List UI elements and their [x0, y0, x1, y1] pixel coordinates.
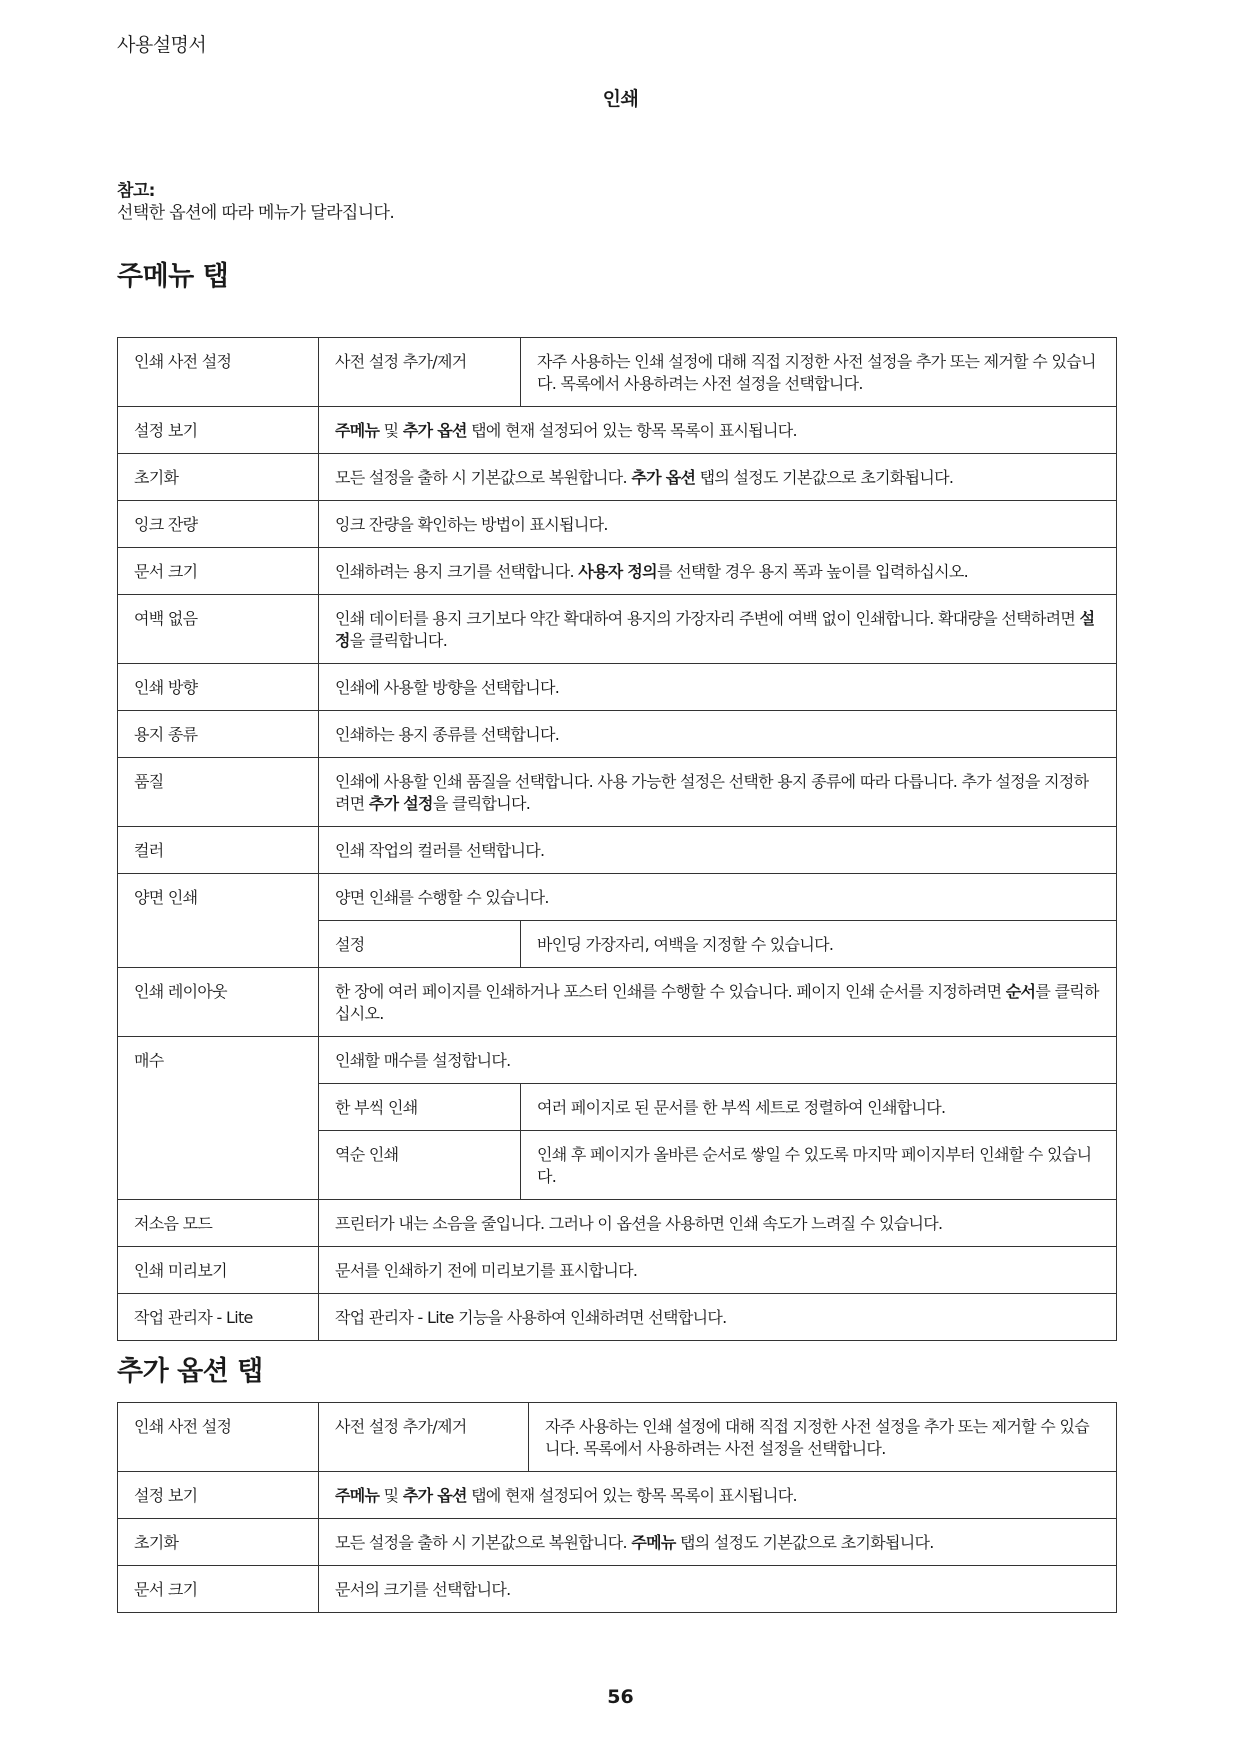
table-row: [118, 1566, 1117, 1613]
table-row: [118, 1519, 1117, 1566]
term: 설정: [335, 609, 1095, 650]
row-label: 저소음 모드: [118, 1200, 319, 1247]
term: 추가 설정: [368, 794, 433, 813]
row-description: [319, 968, 1117, 1037]
row-label: 용지 종류: [118, 711, 319, 758]
row-description: 여러 페이지로 된 문서를 한 부씩 세트로 정렬하여 인쇄합니다.: [521, 1084, 1117, 1131]
term: 추가 옵션: [631, 468, 696, 487]
table-row: [118, 1472, 1117, 1519]
row-description: 양면 인쇄를 수행할 수 있습니다.: [319, 874, 1117, 921]
text: 모든 설정을 출하 시 기본값으로 복원합니다.: [335, 468, 632, 487]
table-row: [118, 338, 1117, 407]
text: 를 선택할 경우 용지 폭과 높이를 입력하십시오.: [656, 562, 969, 581]
page-number: 56: [607, 1686, 634, 1708]
row-description: 프린터가 내는 소음을 줄입니다. 그러나 이 옵션을 사용하면 인쇄 속도가 느려질 수 있습니다.: [319, 1200, 1117, 1247]
row-description: 인쇄할 매수를 설정합니다.: [319, 1037, 1117, 1084]
row-description: 인쇄 후 페이지가 올바른 순서로 쌓일 수 있도록 마지막 페이지부터 인쇄할 수 있습니다.: [521, 1131, 1117, 1200]
table-row: [118, 827, 1117, 874]
row-label: 설정 보기: [118, 407, 319, 454]
table-row: [118, 1403, 1117, 1472]
term: 추가 옵션: [402, 421, 467, 440]
table-row: [118, 874, 1117, 921]
row-description: [319, 548, 1117, 595]
note-text: 선택한 옵션에 따라 메뉴가 달라집니다.: [117, 203, 395, 223]
more-options-tab-table: [117, 1402, 1117, 1613]
term: 주메뉴: [631, 1533, 676, 1552]
row-label: 인쇄 미리보기: [118, 1247, 319, 1294]
sub-option-label: 사전 설정 추가/제거: [319, 1403, 529, 1472]
row-description: 잉크 잔량을 확인하는 방법이 표시됩니다.: [319, 501, 1117, 548]
text: 및: [379, 1486, 403, 1505]
table-row: [118, 1247, 1117, 1294]
row-description: 자주 사용하는 인쇄 설정에 대해 직접 지정한 사전 설정을 추가 또는 제거할 수 있습니다. 목록에서 사용하려는 사전 설정을 선택합니다.: [529, 1403, 1117, 1472]
row-label: 인쇄 사전 설정: [118, 338, 319, 407]
row-label: 인쇄 사전 설정: [118, 1403, 319, 1472]
row-description: 작업 관리자 - Lite 기능을 사용하여 인쇄하려면 선택합니다.: [319, 1294, 1117, 1341]
row-label: 인쇄 방향: [118, 664, 319, 711]
table-row: [118, 454, 1117, 501]
section-title: 인쇄: [602, 88, 639, 110]
note-title: 참고:: [117, 181, 155, 201]
row-label: 설정 보기: [118, 1472, 319, 1519]
text: 탭의 설정도 기본값으로 초기화됩니다.: [675, 1533, 934, 1552]
text: 을 클릭합니다.: [432, 794, 531, 813]
text: 인쇄 데이터를 용지 크기보다 약간 확대하여 용지의 가장자리 주변에 여백 없이 인쇄합니다. 확대량을 선택하려면: [335, 609, 1080, 628]
row-label: 컬러: [118, 827, 319, 874]
row-description: 인쇄 작업의 컬러를 선택합니다.: [319, 827, 1117, 874]
sub-option-label: 설정: [319, 921, 521, 968]
sub-option-label: 역순 인쇄: [319, 1131, 521, 1200]
table-row: [118, 501, 1117, 548]
table-row: [118, 1294, 1117, 1341]
row-label: 여백 없음: [118, 595, 319, 664]
row-description: 바인딩 가장자리, 여백을 지정할 수 있습니다.: [521, 921, 1117, 968]
table-row: [118, 548, 1117, 595]
text: 모든 설정을 출하 시 기본값으로 복원합니다.: [335, 1533, 632, 1552]
sub-option-label: 사전 설정 추가/제거: [319, 338, 521, 407]
note-block: [117, 180, 394, 224]
table-row: [118, 595, 1117, 664]
text: 를 클릭하십시오.: [335, 982, 1099, 1023]
table-row: [118, 407, 1117, 454]
row-description: [319, 1519, 1117, 1566]
term: 주메뉴: [335, 1486, 380, 1505]
row-label: 문서 크기: [118, 1566, 319, 1613]
row-description: [319, 454, 1117, 501]
text: 인쇄하려는 용지 크기를 선택합니다.: [335, 562, 579, 581]
text: 탭의 설정도 기본값으로 초기화됩니다.: [695, 468, 954, 487]
running-title: 사용설명서: [117, 34, 207, 56]
table-row: [118, 664, 1117, 711]
row-description: 문서의 크기를 선택합니다.: [319, 1566, 1117, 1613]
text: 탭에 현재 설정되어 있는 항목 목록이 표시됩니다.: [466, 1486, 797, 1505]
text: 을 클릭합니다.: [349, 631, 448, 650]
row-description: [319, 758, 1117, 827]
row-label: 양면 인쇄: [118, 874, 319, 968]
text: 및: [379, 421, 403, 440]
term: 추가 옵션: [402, 1486, 467, 1505]
table-row: [118, 758, 1117, 827]
row-label: 잉크 잔량: [118, 501, 319, 548]
text: 탭에 현재 설정되어 있는 항목 목록이 표시됩니다.: [466, 421, 797, 440]
main-tab-heading: 주메뉴 탭: [117, 261, 229, 292]
row-label: 품질: [118, 758, 319, 827]
term: 순서: [1005, 982, 1036, 1001]
row-description: 문서를 인쇄하기 전에 미리보기를 표시합니다.: [319, 1247, 1117, 1294]
table-row: [118, 968, 1117, 1037]
row-label: 초기화: [118, 454, 319, 501]
row-description: [319, 595, 1117, 664]
main-tab-table: [117, 337, 1117, 1341]
term: 주메뉴: [335, 421, 380, 440]
row-label: 인쇄 레이아웃: [118, 968, 319, 1037]
table-row: [118, 711, 1117, 758]
row-label: 작업 관리자 - Lite: [118, 1294, 319, 1341]
table-row: [118, 1037, 1117, 1084]
row-description: 인쇄에 사용할 방향을 선택합니다.: [319, 664, 1117, 711]
row-label: 초기화: [118, 1519, 319, 1566]
row-label: 문서 크기: [118, 548, 319, 595]
text: 한 장에 여러 페이지를 인쇄하거나 포스터 인쇄를 수행할 수 있습니다. 페이지 인쇄 순서를 지정하려면: [335, 982, 1006, 1001]
term: 사용자 정의: [578, 562, 657, 581]
row-description: 자주 사용하는 인쇄 설정에 대해 직접 지정한 사전 설정을 추가 또는 제거할 수 있습니다. 목록에서 사용하려는 사전 설정을 선택합니다.: [521, 338, 1117, 407]
row-label: 매수: [118, 1037, 319, 1200]
row-description: [319, 1472, 1117, 1519]
sub-option-label: 한 부씩 인쇄: [319, 1084, 521, 1131]
row-description: 인쇄하는 용지 종류를 선택합니다.: [319, 711, 1117, 758]
text: 인쇄에 사용할 인쇄 품질을 선택합니다. 사용 가능한 설정은 선택한 용지 종류에 따라 다릅니다. 추가 설정을 지정하려면: [335, 772, 1089, 813]
more-options-tab-heading: 추가 옵션 탭: [117, 1356, 263, 1387]
row-description: [319, 407, 1117, 454]
table-row: [118, 1200, 1117, 1247]
